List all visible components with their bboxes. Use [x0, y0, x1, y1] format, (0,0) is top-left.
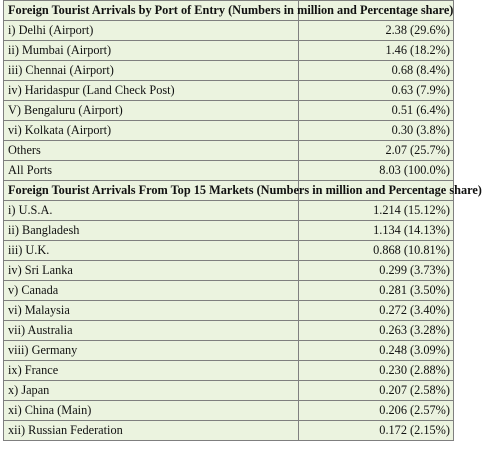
row-value: 2.07 (25.7%)	[299, 141, 454, 161]
table-row	[4, 101, 454, 121]
row-label: viii) Germany	[4, 341, 299, 361]
table-row	[4, 301, 454, 321]
row-value: 0.63 (7.9%)	[299, 81, 454, 101]
table-row	[4, 41, 454, 61]
row-label: ix) France	[4, 361, 299, 381]
table-row	[4, 221, 454, 241]
table-row	[4, 381, 454, 401]
row-label: v) Canada	[4, 281, 299, 301]
table-row	[4, 281, 454, 301]
row-value: 0.30 (3.8%)	[299, 121, 454, 141]
table-row	[4, 141, 454, 161]
table-body	[4, 1, 482, 441]
row-label: xi) China (Main)	[4, 401, 299, 421]
table-row	[4, 161, 454, 181]
table-row	[4, 21, 454, 41]
row-label: iv) Sri Lanka	[4, 261, 299, 281]
row-value: 0.51 (6.4%)	[299, 101, 454, 121]
row-label: vi) Kolkata (Airport)	[4, 121, 299, 141]
row-label: iv) Haridaspur (Land Check Post)	[4, 81, 299, 101]
row-label: ii) Bangladesh	[4, 221, 299, 241]
row-value: 0.299 (3.73%)	[299, 261, 454, 281]
row-value: 1.134 (14.13%)	[299, 221, 454, 241]
table-row	[4, 61, 454, 81]
table-row	[4, 201, 454, 221]
table-row	[4, 261, 454, 281]
row-label: All Ports	[4, 161, 299, 181]
section-heading: Foreign Tourist Arrivals by Port of Entry (Numbers in million and Percentage share)	[4, 1, 299, 21]
row-value: 0.263 (3.28%)	[299, 321, 454, 341]
row-value: 1.46 (18.2%)	[299, 41, 454, 61]
row-label: x) Japan	[4, 381, 299, 401]
row-label: i) Delhi (Airport)	[4, 21, 299, 41]
table-row	[4, 121, 454, 141]
table-row	[4, 321, 454, 341]
row-label: V) Bengaluru (Airport)	[4, 101, 299, 121]
row-value: 0.68 (8.4%)	[299, 61, 454, 81]
row-value: 0.868 (10.81%)	[299, 241, 454, 261]
table-row	[4, 241, 454, 261]
table-row	[4, 361, 454, 381]
row-value: 8.03 (100.0%)	[299, 161, 454, 181]
section-header-row	[4, 181, 454, 201]
section-header-row	[4, 1, 454, 21]
row-value: 0.172 (2.15%)	[299, 421, 454, 441]
tourist-arrivals-table	[3, 0, 482, 441]
row-value: 0.281 (3.50%)	[299, 281, 454, 301]
row-label: Others	[4, 141, 299, 161]
row-value: 1.214 (15.12%)	[299, 201, 454, 221]
row-label: i) U.S.A.	[4, 201, 299, 221]
table-row	[4, 81, 454, 101]
table-row	[4, 341, 454, 361]
row-label: vii) Australia	[4, 321, 299, 341]
row-value: 0.206 (2.57%)	[299, 401, 454, 421]
row-label: ii) Mumbai (Airport)	[4, 41, 299, 61]
row-value: 0.272 (3.40%)	[299, 301, 454, 321]
table-row	[4, 401, 454, 421]
row-label: vi) Malaysia	[4, 301, 299, 321]
row-value: 2.38 (29.6%)	[299, 21, 454, 41]
row-value: 0.207 (2.58%)	[299, 381, 454, 401]
row-label: iii) Chennai (Airport)	[4, 61, 299, 81]
row-value: 0.230 (2.88%)	[299, 361, 454, 381]
section-heading: Foreign Tourist Arrivals From Top 15 Markets (Numbers in million and Percentage share)	[4, 181, 299, 201]
table-row	[4, 421, 454, 441]
row-value: 0.248 (3.09%)	[299, 341, 454, 361]
row-label: xii) Russian Federation	[4, 421, 299, 441]
row-label: iii) U.K.	[4, 241, 299, 261]
